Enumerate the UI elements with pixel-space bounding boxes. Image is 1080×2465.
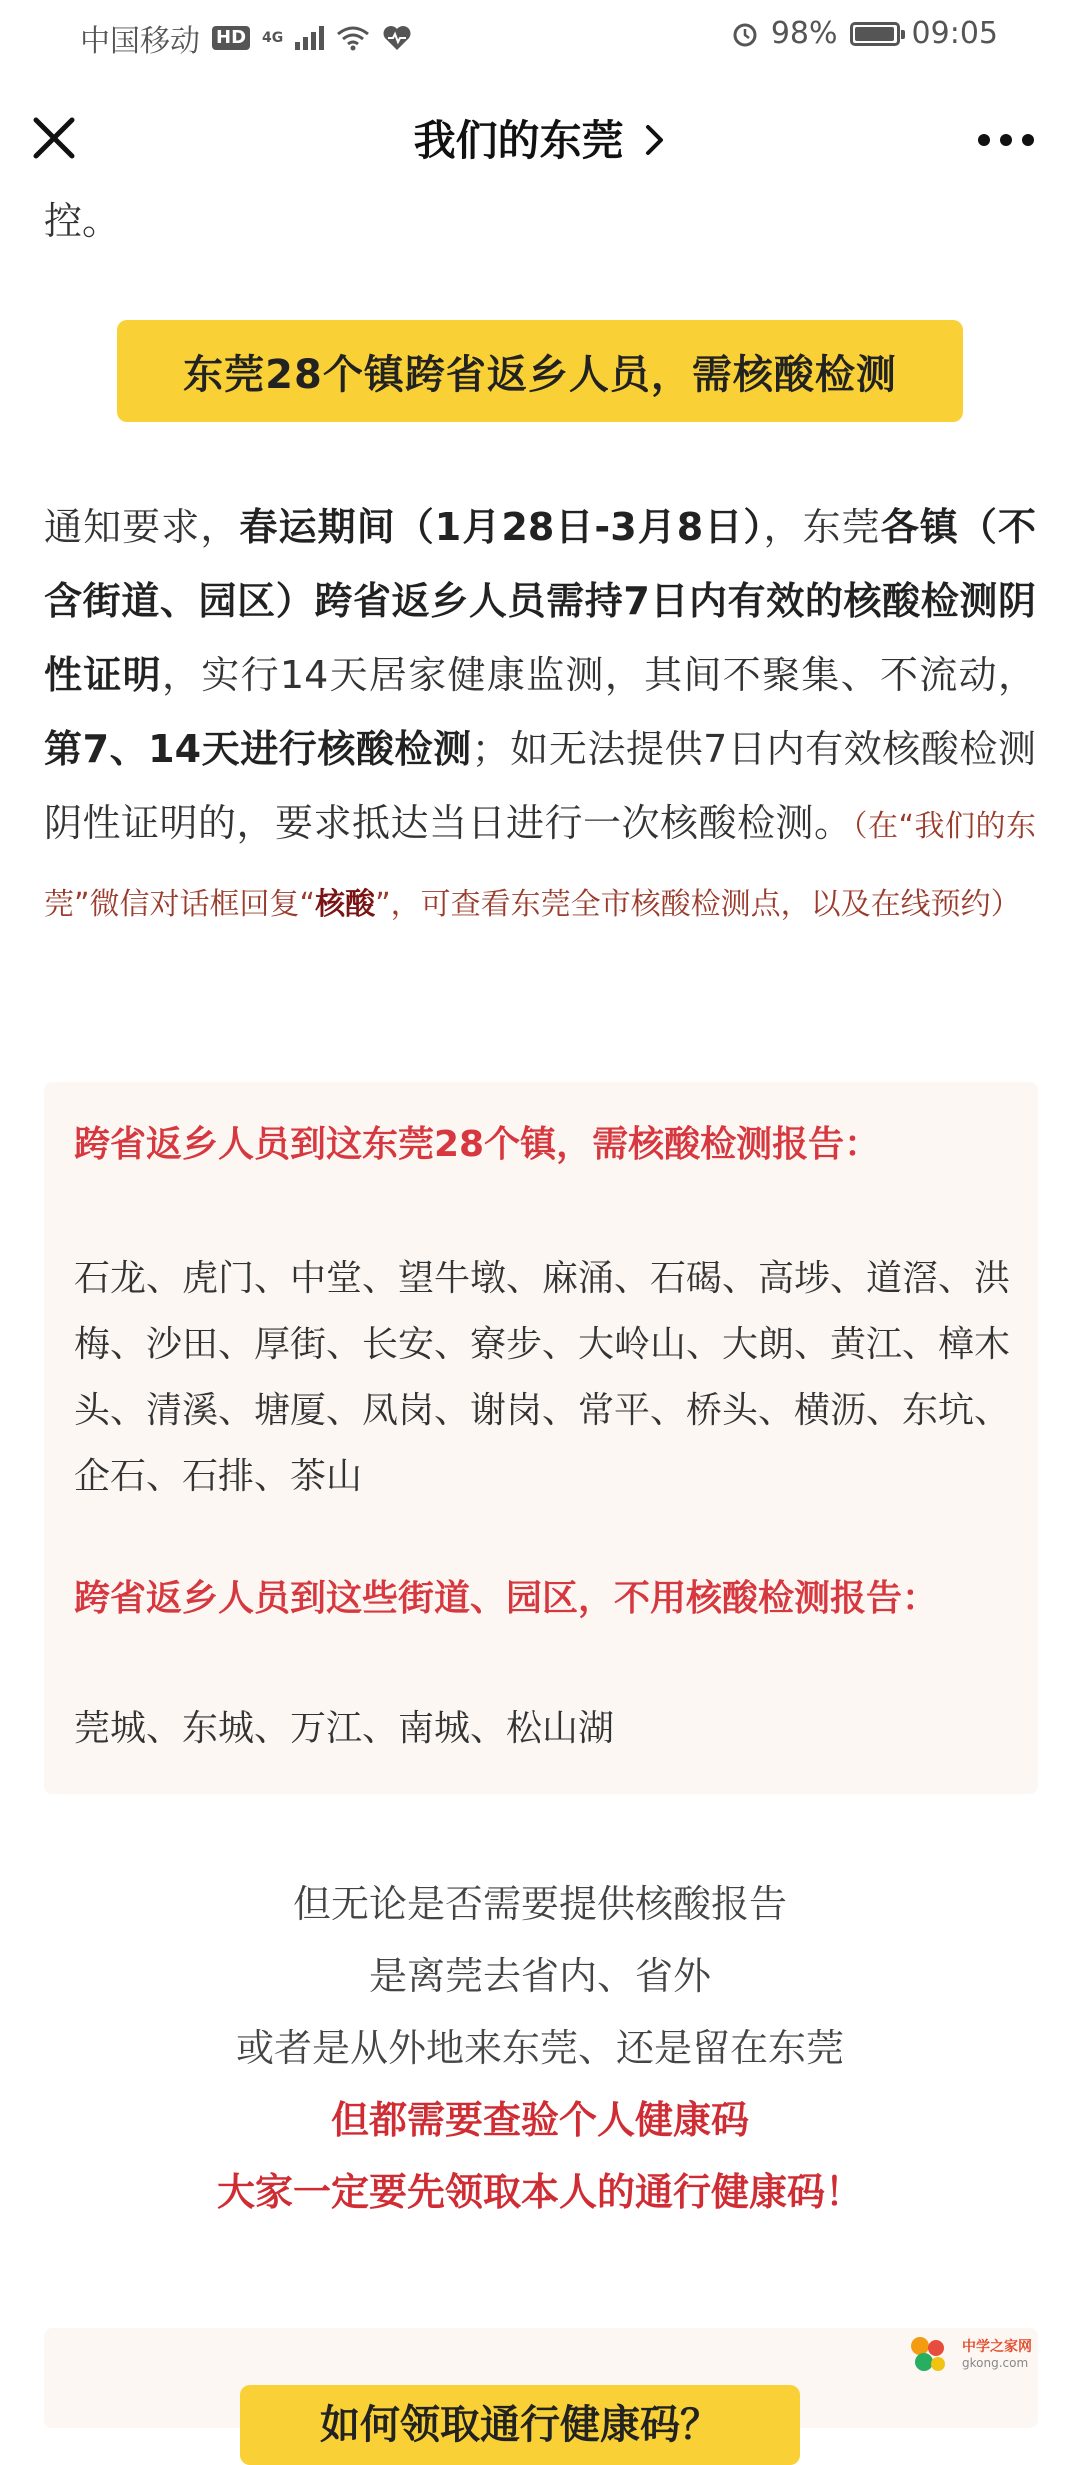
closing-line-4: 但都需要查验个人健康码 (330, 2098, 749, 2142)
alarm-icon (731, 20, 759, 48)
network-label: 4G (262, 30, 284, 46)
watermark-flower-icon (900, 2326, 956, 2382)
carrier-label: 中国移动 (80, 24, 200, 59)
wifi-icon (336, 25, 370, 51)
hd-badge: HD (212, 26, 250, 50)
note-pre: （在“我们的东莞”微信对话框回复“ (44, 809, 1036, 922)
notice-text-1: 通知要求， (44, 505, 240, 549)
closing-line-3: 或者是从外地来东莞、还是留在东莞 (235, 2026, 844, 2070)
towns-card (44, 1082, 1038, 1794)
notice-bold-2: 各镇（不含街道、园区）跨省返乡人员需持7日内有效的核酸检测阴性证明 (44, 505, 1036, 697)
more-icon (976, 130, 1036, 150)
section-banner: 东莞28个镇跨省返乡人员，需核酸检测 (117, 320, 963, 422)
closing-text (0, 1868, 1080, 2228)
status-bar (0, 0, 1080, 72)
status-right (731, 16, 998, 51)
closing-line-5: 大家一定要先领取本人的通行健康码！ (216, 2170, 863, 2214)
previous-text-tail: 控。 (44, 199, 121, 243)
notice-text-2: ，东莞 (763, 505, 881, 549)
health-heart-icon (382, 24, 412, 52)
page-title[interactable] (0, 108, 1080, 168)
not-required-towns-list: 莞城、东城、万江、南城、松山湖 (74, 1708, 615, 1749)
note-post: ”，可查看东莞全市核酸检测点，以及在线预约） (375, 887, 1021, 922)
notice-text-3: ，实行14天居家健康监测，其间不聚集、不流动， (161, 653, 1036, 697)
required-heading: 跨省返乡人员到这东莞28个镇，需核酸检测报告： (74, 1124, 881, 1165)
notice-text-4: ；如无法提供7日内有效核酸检测阴性证明的，要求抵达当日进行一次核酸检测。 (44, 727, 1036, 845)
more-button[interactable] (976, 130, 1036, 150)
clock: 09:05 (911, 16, 998, 51)
note-keyword: 核酸 (315, 887, 376, 922)
required-towns-list: 石龙、虎门、中堂、望牛墩、麻涌、石碣、高埗、道滘、洪梅、沙田、厚街、长安、寮步、大岭山、大朗、黄江、樟木头、清溪、塘厦、凤岗、谢岗、常平、桥头、横沥、东坑、企石、石排、茶山 (74, 1258, 1011, 1497)
battery-percent: 98% (770, 16, 838, 51)
title-bar (0, 72, 1080, 202)
notice-paragraph (44, 490, 1036, 942)
bottom-banner: 如何领取通行健康码？ (240, 2385, 800, 2465)
battery-icon (850, 22, 900, 46)
notice-bold-3: 第7、14天进行核酸检测 (44, 727, 472, 771)
page-title-text: 我们的东莞 (413, 116, 624, 165)
watermark (900, 2326, 1060, 2386)
battery-fill (855, 27, 894, 41)
notice-bold-1: 春运期间（1月28日-3月8日） (239, 505, 764, 549)
signal-icon (295, 26, 324, 50)
watermark-text: 中学之家网 (962, 2339, 1032, 2355)
watermark-sub: gkong.com (962, 2356, 1029, 2370)
status-left (80, 16, 412, 60)
closing-line-1: 但无论是否需要提供核酸报告 (292, 1882, 787, 1926)
not-required-heading: 跨省返乡人员到这些街道、园区，不用核酸检测报告： (74, 1578, 939, 1619)
chevron-right-icon (644, 123, 666, 157)
closing-line-2: 是离莞去省内、省外 (368, 1954, 711, 1998)
